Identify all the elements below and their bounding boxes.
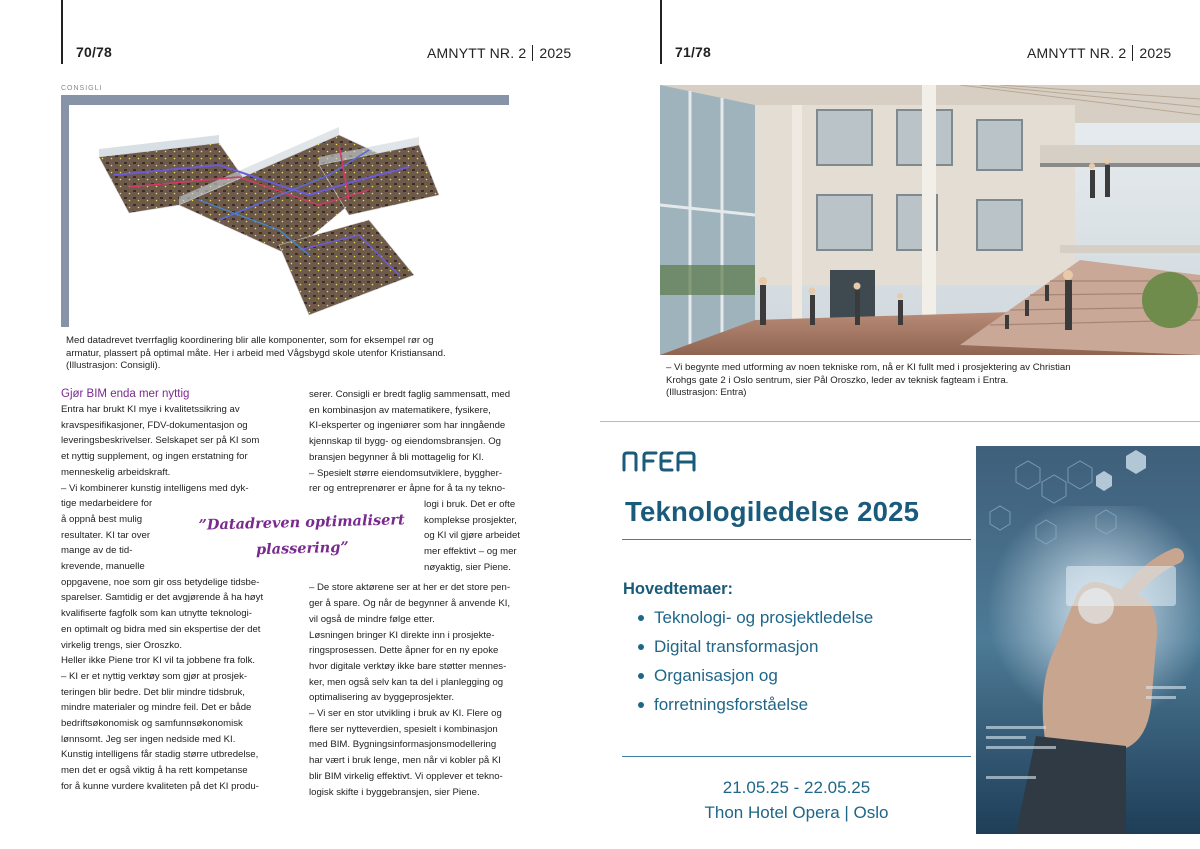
caption-line: Krohgs gate 2 i Oslo sentrum, sier Pål Oroszko, leder av teknisk fagteam i Entra. (666, 374, 1009, 386)
text-line: hvor digitale verktøy ikke bare støtter mennes- (309, 660, 507, 672)
text-line: mer effektivt – og mer (424, 546, 517, 558)
text-line: krevende, manuelle (61, 561, 145, 573)
pull-quote (181, 507, 422, 565)
bim-illustration (61, 82, 509, 327)
text-line: men det er også viktig å ha rett kompetanse (61, 765, 248, 777)
magazine-issue (1027, 45, 1171, 61)
text-line: ker, men også selv kan ta del i planlegging og (309, 676, 504, 688)
text-line: et nyttig supplement, og ingen erstatning for (61, 451, 248, 463)
pull-quote-line: ”Datadreven optimalisert (198, 511, 405, 534)
page-number: 70/78 (76, 44, 113, 60)
bim-floorplan-3d-icon (69, 105, 509, 327)
caption-line: (Illustrasjon: Entra) (666, 387, 747, 399)
caption-line: armatur, plassert på optimal måte. Her i arbeid med Vågsbygd skole utenfor Kristiansand. (66, 347, 446, 359)
caption-line: (Illustrasjon: Consigli). (66, 360, 161, 372)
ad-topic: Digital transformasjon (638, 632, 873, 661)
caption-line: Med datadrevet tverrfaglig koordinering blir alle komponenter, som for eksempel rør og (66, 335, 434, 346)
text-line: tige medarbeidere for (61, 498, 153, 510)
text-line: Kunstig intelligens får stadig større utbredelse, (61, 749, 259, 761)
text-line: resultater. KI tar over (61, 529, 151, 541)
text-line: logi i bruk. Det er ofte (424, 498, 516, 510)
header-rule (660, 0, 662, 64)
text-line: menneskelig arbeidskraft. (61, 466, 171, 478)
text-line: – Vi kombinerer kunstig intelligens med dyk- (61, 482, 249, 494)
text-line: for å kunne vurdere kvaliteten på det KI produ- (61, 780, 259, 792)
section-heading: Gjør BIM enda mer nyttig (61, 388, 190, 400)
nfea-logo-icon (622, 450, 698, 472)
atrium-photo (660, 85, 1200, 355)
text-line: sparelser. Samtidig er det avgjørende å ha høyt (61, 592, 264, 604)
text-line: kravspesifikasjoner, FDV-dokumentasjon og (61, 419, 248, 431)
text-line: Entra har brukt KI mye i kvalitetssikring av (61, 404, 240, 415)
article-column-1 (61, 387, 293, 795)
ad-dates: 21.05.25 - 22.05.25 (722, 778, 871, 797)
ad-rule-top (622, 539, 971, 540)
text-line: lønnsomt. Jeg ser ingen nedside med KI. (61, 733, 236, 745)
article-column-2 (309, 387, 541, 800)
column-2-text-top (309, 387, 541, 497)
text-line: oppgavene, noe som gir oss betydelige tidsbe- (61, 576, 260, 588)
column-1-text (61, 402, 293, 795)
ad-topic: Teknologi- og prosjektledelse (638, 603, 873, 632)
text-line: mindre materialer og mindre feil. Det er både (61, 702, 252, 714)
magazine-name: AMNYTT NR. 2 (1027, 45, 1127, 61)
caption-line: – Vi begynte med utforming av noen tekniske rom, nå er KI fullt med i prosjektering av Christian (666, 362, 1071, 373)
ad-venue: Thon Hotel Opera | Oslo (704, 803, 889, 822)
text-line: komplekse prosjekter, (424, 514, 517, 526)
text-line: og KI vil gjøre arbeidet (424, 530, 520, 542)
right-page (600, 0, 1200, 849)
text-line: – Spesielt større eiendomsutviklere, byggher- (309, 467, 503, 479)
text-line: mange av de tid- (61, 545, 133, 557)
text-line: en optimalt og bidra med sin ekspertise der det (61, 623, 261, 635)
ad-topic: Organisasjon og (638, 661, 873, 690)
text-line: KI-eksperter og ingeniører som har inngående (309, 420, 506, 432)
nfea-logo (622, 450, 698, 477)
ad-tech-image (976, 446, 1200, 834)
text-line: – Vi ser en stor utvikling i bruk av KI. Flere og (309, 708, 502, 720)
text-line: en kombinasjon av matematikere, fysikere, (309, 404, 491, 416)
photo-caption (666, 362, 1071, 400)
text-line: logisk skifte i byggebransjen, sier Piene. (309, 786, 480, 798)
ad-title: Teknologiledelse 2025 (625, 496, 920, 527)
text-line: ger å spare. Og når de begynner å anvende KI, (309, 598, 511, 610)
magazine-name: AMNYTT NR. 2 (427, 45, 527, 61)
ad-topic-list (638, 603, 873, 719)
text-line: serer. Consigli er bredt faglig sammensatt, med (309, 389, 511, 400)
text-line: har vært i bruk lenge, men når vi kobler på KI (309, 755, 501, 767)
column-2-text-bottom (309, 580, 541, 800)
text-line: blir BIM virkelig effektivt. Vi opplever et tekno- (309, 770, 503, 782)
text-line: nøyaktig, sier Piene. (424, 561, 511, 573)
magazine-issue (427, 45, 571, 61)
text-line: Løsningen bringer KI direkte inn i prosjekte- (309, 629, 495, 641)
header-rule (61, 0, 63, 64)
header-divider (532, 45, 533, 61)
page-number: 71/78 (675, 44, 712, 60)
text-line: Heller ikke Piene tror KI vil ta jobbene fra folk. (61, 655, 256, 667)
text-line: teringen blir bedre. Det blir mindre tidsbruk, (61, 686, 245, 698)
bim-model-view (69, 105, 509, 327)
text-line: kvalifiserte fagfolk som kan utnytte teknologi- (61, 608, 252, 620)
magazine-year: 2025 (539, 45, 572, 61)
text-line: vil også de mindre følge etter. (309, 613, 435, 625)
ad-rule-bottom (622, 756, 971, 757)
text-line: virkelig trengs, sier Oroszko. (61, 639, 183, 651)
illustration-source-strip: CONSIGLI (61, 85, 103, 92)
building-atrium-icon (660, 85, 1200, 355)
illustration-caption (66, 335, 446, 373)
text-line: med BIM. Bygningsinformasjonsmodellering (309, 739, 497, 751)
text-line: ringsprosessen. Dette åpner for en ny epoke (309, 645, 499, 657)
text-line: optimalisering av byggeprosjekter. (309, 692, 455, 704)
text-line: bedriftsøkonomisk og samfunnsøkonomisk (61, 718, 243, 730)
text-line: leveringsbeskrivelser. Selskapet ser på KI som (61, 435, 260, 447)
text-line: rer og entreprenører er åpne for å ta ny tekno- (309, 483, 506, 495)
header-divider (1132, 45, 1133, 61)
illustration-frame (61, 95, 509, 327)
page-divider (600, 421, 1200, 422)
text-line: – KI er et nyttig verktøy som gjør at prosjek- (61, 670, 248, 682)
text-line: flere ser nytteverdien, spesielt i kombinasjon (309, 723, 498, 735)
magazine-year: 2025 (1139, 45, 1172, 61)
digital-hand-icon (976, 446, 1200, 834)
pull-quote-line: plassering” (255, 538, 349, 559)
text-line: – De store aktørene ser at her er det store pen- (309, 582, 511, 594)
ad-subtitle: Hovedtemaer: (623, 580, 734, 598)
text-line: å oppnå best mulig (61, 513, 143, 525)
text-line: kjennskap til bygg- og eiendomsbransjen. Og (309, 436, 501, 448)
ad-topic-continued: forretningsforståelse (638, 690, 873, 719)
text-line: bransjen begynner å bli mottagelig for KI. (309, 451, 484, 463)
